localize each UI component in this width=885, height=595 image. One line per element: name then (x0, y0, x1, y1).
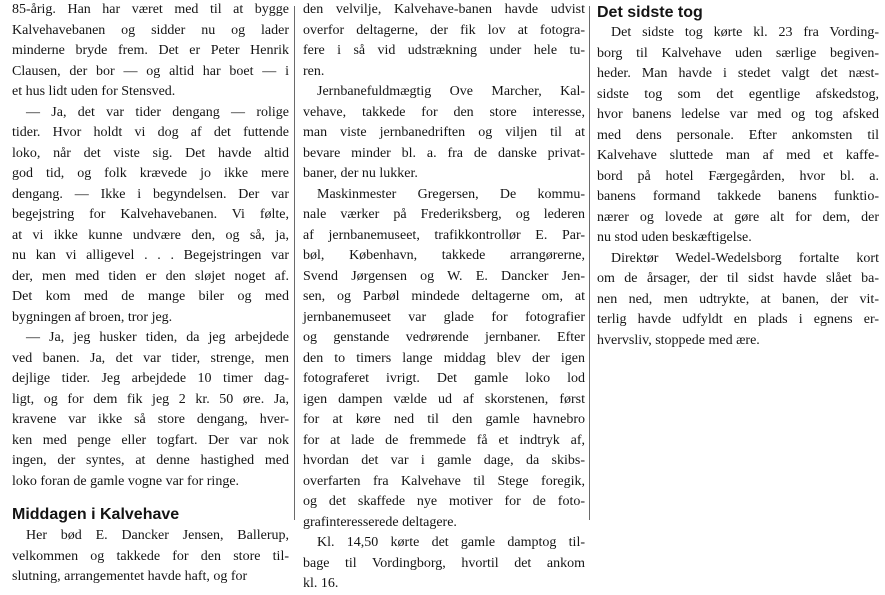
text-line: vehave, takkede for den store interesse, (303, 104, 585, 120)
text-line: tider. Hvor holdt vi dog af det futtende (12, 125, 289, 140)
text-line: velkommen og takkede for den store til- (12, 548, 289, 564)
text-line: Direktør Wedel-Wedelsborg fortalte kort (611, 250, 879, 266)
section-heading: Middagen i Kalvehave (12, 506, 180, 523)
column-3 (597, 0, 879, 351)
text-line: og genstande vedrørende jernbaner. Efter (303, 330, 585, 345)
text-line: ken med penge eller togfart. Der var nok (12, 432, 289, 448)
text-line: Kl. 14,50 kørte det gamle damptog til- (317, 535, 585, 550)
text-line: fotograferet ivrigt. Det gamle loko lod (303, 371, 585, 386)
text-line: nale værker på Frederiksberg, og lederen (303, 207, 585, 222)
text-line: sen, og Parbøl mindede deltagerne om, at (303, 289, 585, 304)
text-line: om de årsager, der til sidst havde slået ba- (597, 271, 879, 286)
text-line: bord på hotel Færgegården, hvor bl. a. (597, 168, 879, 184)
text-line: hvordan det var i gamle dage, da skibs- (303, 453, 585, 468)
text-line: bage til Vordingborg, hvortil det ankom (303, 555, 585, 571)
text-line: den to timers lange middag blev der igen (303, 350, 585, 366)
text-line: nu stod uden beskæftigelse. (597, 230, 752, 245)
text-line: af jernbanemuseet, trafikkontrollør E. Par- (303, 227, 585, 243)
column-2 (303, 0, 585, 595)
text-line: man viste jernbanedriften og viljen til at (303, 125, 585, 140)
text-line: den velvilje, Kalvehave-banen havde udvist (303, 2, 585, 17)
text-line: kravene var ikke så store dengang, hver- (12, 412, 289, 427)
text-line: fere i så vid udstrækning under hele tu- (303, 43, 585, 58)
text-line: nu kan vi alligevel . . . Begejstringen var (12, 248, 289, 263)
text-line: dejlige tider. Jeg arbejdede 10 timer dag- (12, 371, 289, 386)
column-divider-2 (589, 6, 590, 520)
text-line: for at lade de fremmede få et indtryk af, (303, 432, 585, 448)
text-line: et hus lidt uden for Stensved. (12, 84, 176, 99)
text-line: Det kom med de mange biler og med (12, 289, 289, 304)
text-line: Maskinmester Gregersen, De kommu- (317, 186, 585, 202)
text-line: kl. 16. (303, 576, 339, 591)
text-line: 85-årig. Han har været med til at bygge (12, 2, 289, 17)
text-line: Her bød E. Dancker Jensen, Ballerup, (26, 528, 289, 543)
text-line: bygningen af broen, tror jeg. (12, 309, 173, 325)
text-line: ingen, der syntes, at denne hastighed med (12, 453, 289, 468)
text-line: Det sidste tog kørte kl. 23 fra Vording- (611, 25, 879, 40)
text-line: at vi ikke kunne undvære den, og så, ja, (12, 227, 289, 243)
text-line: jernbanemuseet var glade for fotografier (303, 309, 585, 325)
text-line: — Ja, jeg husker tiden, da jeg arbejdede (26, 330, 289, 345)
text-line: baner, der nu lukker. (303, 166, 418, 181)
text-line: begejstring for Kalvehavebanen. Vi følte, (12, 207, 289, 222)
text-line: hvor banens ledelse var med og tog afsked (597, 107, 879, 122)
text-line: god tid, og folk krævede jo ikke mere (12, 166, 289, 181)
text-line: der, men med tiden er den sløjet noget af. (12, 268, 289, 284)
section-heading: Det sidste tog (597, 4, 703, 21)
text-line: grafinteresserede deltagere. (303, 514, 457, 530)
text-line: ren. (303, 63, 325, 79)
text-line: ligt, og for dem fik jeg 2 kr. 50 øre. Ja, (12, 391, 289, 407)
text-line: for at køre ned til den gamle havnebro (303, 412, 585, 427)
text-line: terlig havde udfyldt en plads i egnens er- (597, 312, 879, 327)
column-1 (12, 0, 289, 588)
text-line: Svend Jørgensen og W. E. Dancker Jen- (303, 268, 585, 284)
column-divider-1 (294, 6, 295, 520)
text-line: minderne bryde frem. Det er Peter Henrik (12, 43, 289, 58)
text-line: med dens personale. Efter ankomsten til (597, 127, 879, 143)
text-line: banens formand takkede banens funktio- (597, 189, 879, 204)
text-line: bevare minder bl. a. fra de danske privat- (303, 145, 585, 161)
text-line: ved banen. Ja, det var tider, strenge, men (12, 350, 289, 366)
text-line: Kalvehavebanen og sidder nu og lader (12, 22, 289, 38)
text-line: heder. Man havde i stedet valgt det næst- (597, 66, 879, 81)
text-line: bøl, København, takkede arrangørerne, (303, 248, 585, 263)
text-line: Jernbanefuldmægtig Ove Marcher, Kal- (317, 84, 585, 99)
text-line: nærer og lovede at gøre alt for dem, der (597, 209, 879, 225)
text-line: hvervsliv, stoppede med ære. (597, 332, 760, 348)
text-line: Kalvehave sluttede man af med et kaffe- (597, 148, 879, 163)
text-line: igen dampen vælde ud af skorstenen, først (303, 391, 585, 407)
text-line: dengang. — Ikke i begyndelsen. Der var (12, 186, 289, 202)
text-line: overfarten fra Kalvehave til Stege foregik, (303, 473, 585, 489)
text-line: overfor deltagerne, der fik lov at fotogra- (303, 22, 585, 38)
text-line: nen ned, men udtrykte, at banen, der vit- (597, 291, 879, 307)
text-line: loko foran de gamle vogne var for ringe. (12, 473, 240, 489)
text-line: Clausen, der bor — og altid har boet — i (12, 63, 289, 79)
text-line: — Ja, det var tider dengang — rolige (26, 104, 289, 120)
text-line: og det skaffede nye motiver for de foto- (303, 494, 585, 509)
text-line: borg til Kalvehave uden særlige begiven- (597, 45, 879, 61)
text-line: sidste tog som det egentlige afskedstog, (597, 86, 879, 102)
text-line: loko, når det viste sig. Det havde altid (12, 145, 289, 161)
text-line: slutning, arrangementet havde haft, og for (12, 569, 248, 584)
